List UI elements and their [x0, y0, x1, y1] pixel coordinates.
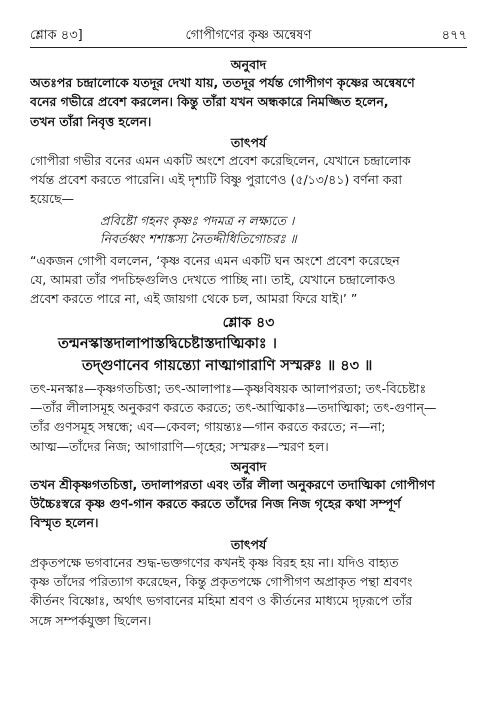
text-line: গোপীরা গভীর বনের এমন একটি অংশে প্রবেশ করেছিলেন, যেখানে চন্দ্রালোক — [30, 152, 411, 168]
verse-reference: শ্লোক ৪৩] — [30, 28, 83, 43]
text-line: সঙ্গে সম্পর্কযুক্তা ছিলেন। — [30, 612, 152, 628]
text-line: তখন তাঁরা নিবৃত্ত হলেন। — [30, 113, 152, 129]
text-line: তখন শ্রীকৃষ্ণগতচিত্তা, তদালাপরতা এবং তাঁর লীলা অনুকরণে তদাত্মিকা গোপীগণ — [30, 476, 435, 492]
quote-translation — [30, 251, 467, 309]
header-divider — [30, 47, 467, 48]
text-line: কৃষ্ণ তাঁদের পরিত্যাগ করেছেন, কিন্তু প্রকৃতপক্ষে গোপীগণ অপ্রাকৃত পন্থা শ্রবণং — [30, 574, 413, 590]
word-for-word — [30, 379, 467, 456]
text-line: তৎ-মনস্কাঃ—কৃষ্ণগতচিত্তা; তৎ-আলাপাঃ—কৃষ্ণবিষয়ক আলাপরতা; তৎ-বিচেষ্টাঃ — [30, 380, 427, 396]
text-line: আত্ম—তাঁদের নিজ; আগারাণি—গৃহের; সস্মরুঃ—স্মরণ হল। — [30, 438, 329, 454]
quoted-verse — [100, 212, 467, 248]
text-line: “একজন গোপী বললেন, ‘কৃষ্ণ বনের এমন একটি ঘন অংশে প্রবেশ করেছেন — [30, 252, 400, 268]
translation-text — [30, 73, 467, 131]
translation-heading: অনুবাদ — [230, 458, 267, 474]
purport-text — [30, 553, 467, 630]
sloka-verse — [30, 333, 467, 377]
purport-heading: তাৎপর্য — [230, 134, 267, 150]
translation-text — [30, 475, 467, 533]
purport-text — [30, 151, 467, 209]
page-body — [30, 56, 467, 705]
purport-heading: তাৎপর্য — [230, 536, 267, 552]
sloka-line: তদ্‌গুণানেব গায়ন্ত্যো নাত্মাগারাণি সস্মরুঃ ॥ ৪৩ ॥ — [82, 357, 373, 374]
page-number: ৪৭৭ — [441, 28, 467, 43]
translation-heading: অনুবাদ — [230, 57, 267, 72]
sloka-title: শ্লোক ৪৩ — [222, 314, 275, 331]
quoted-verse-line: প্রবিষ্টো গহনং কৃষ্ণঃ পদমত্র ন লক্ষ্যতে । — [100, 212, 295, 228]
text-line: তাঁর গুণসমূহ সম্বন্ধে; এব—কেবল; গায়ন্ত্যঃ—গান করতে করতে; ন—না; — [30, 419, 386, 435]
text-line: যে, আমরা তাঁর পদচিহ্নগুলিও দেখতে পাচ্ছি না। তাই, যেখানে চন্দ্রালোকও — [30, 272, 396, 288]
quoted-verse-line: নিবর্তধ্বং শশাঙ্কস্য নৈতদ্দীধিতিগোচরঃ ॥ — [100, 230, 297, 246]
text-line: কীর্তনং বিষ্ণোঃ, অর্থাৎ ভগবানের মহিমা শ্রবণ ও কীর্তনের মাধ্যমে দৃঢ়রূপে তাঁর — [30, 593, 413, 609]
text-line: —তাঁর লীলাসমূহ অনুকরণ করতে করতে; তৎ-আত্মিকাঃ—তদাত্মিকা; তৎ-গুণান্— — [30, 399, 437, 415]
text-line: হয়েছে— — [30, 191, 75, 207]
sloka-line: তন্মনস্কাস্তদালাপাস্তদ্বিচেষ্টাস্তদাত্মিকাঃ । — [58, 335, 277, 352]
page-header — [30, 26, 467, 44]
text-line: অতঃপর চন্দ্রালোকে যতদূর দেখা যায়, ততদূর পর্যন্ত গোপীগণ কৃষ্ণের অন্বেষণে — [30, 75, 415, 90]
text-line: প্রবেশ করতে পারে না, এই জায়গা থেকে চল, আমরা ফিরে যাই।’ ” — [30, 291, 358, 307]
text-line: প্রকৃতপক্ষে ভগবানের শুদ্ধ-ভক্তগণের কখনই কৃষ্ণ বিরহ হয় না। যদিও বাহ্যত — [30, 554, 399, 570]
text-line: বনের গভীরে প্রবেশ করলেন। কিন্তু তাঁরা যখন অন্ধকারে নিমজ্জিত হলেন, — [30, 94, 389, 110]
text-line: পর্যন্ত প্রবেশ করতে পারেনি। এই দৃশ্যটি বিষ্ণু পুরাণেও (৫/১৩/৪১) বর্ণনা করা — [30, 172, 403, 188]
text-line: বিস্মৃত হলেন। — [30, 515, 99, 531]
chapter-title: গোপীগণের কৃষ্ণ অন্বেষণ — [185, 28, 312, 43]
text-line: উচ্চৈঃস্বরে কৃষ্ণ গুণ-গান করতে করতে তাঁদের নিজ নিজ গৃহের কথা সম্পূর্ণ — [30, 496, 401, 512]
